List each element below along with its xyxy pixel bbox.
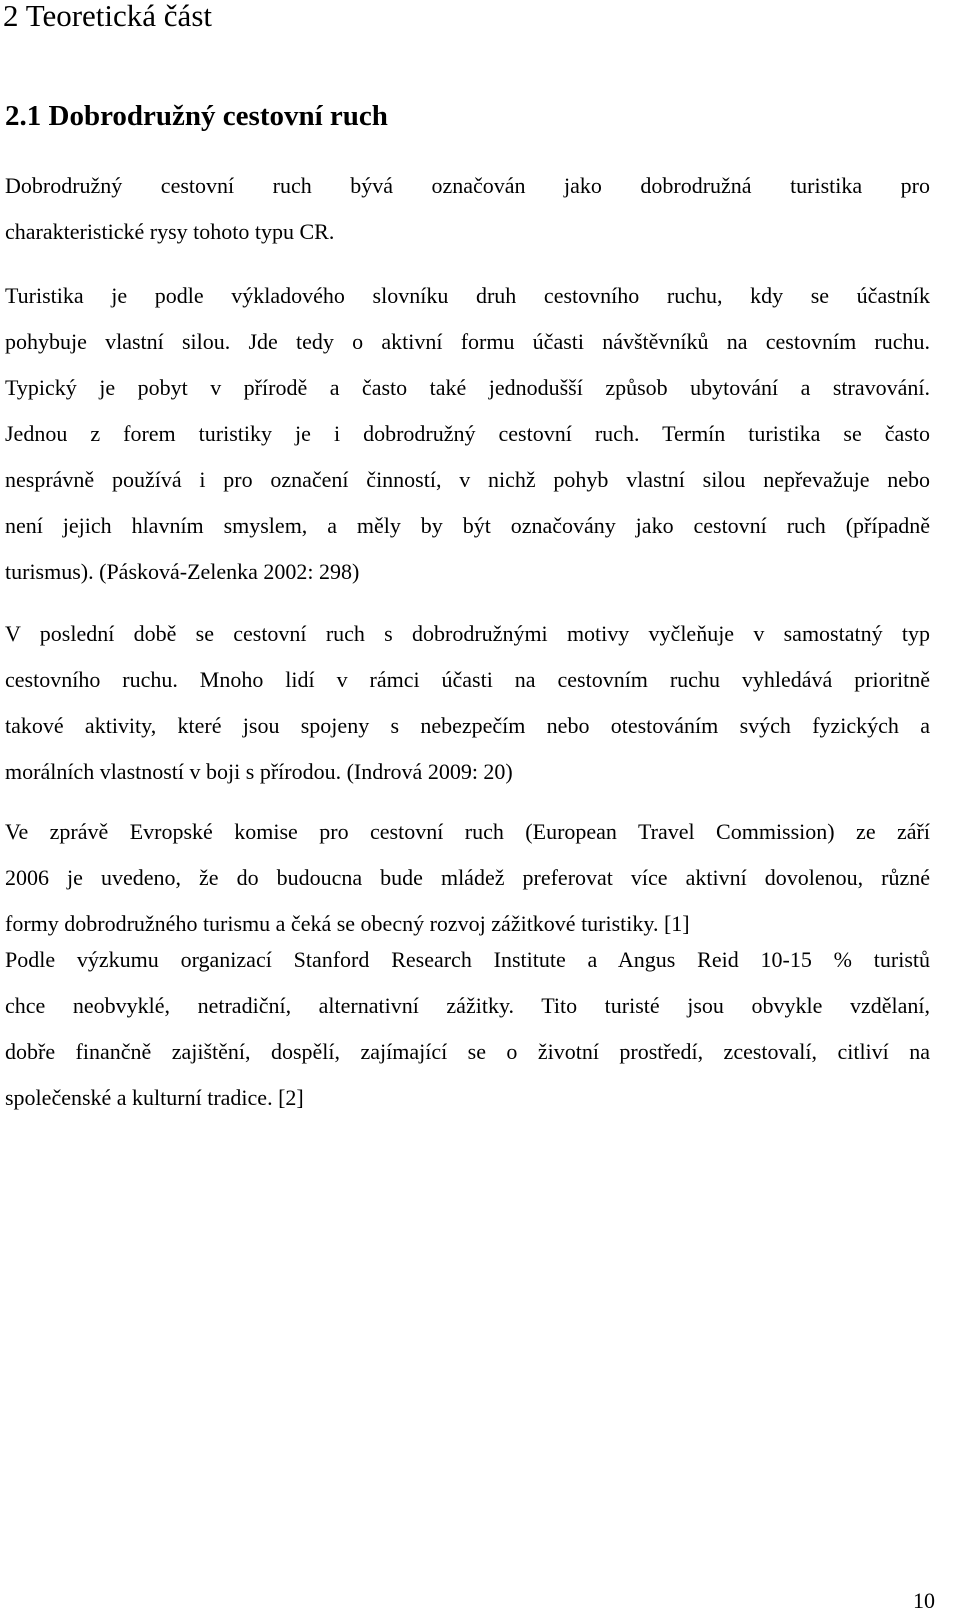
paragraph-line: formy dobrodružného turismu a čeká se obecný rozvoj zážitkové turistiky. [1] <box>5 911 690 936</box>
chapter-heading: 2 Teoretická část <box>3 0 212 33</box>
paragraph-line: Turistika je podle výkladového slovníku druh cestovního ruchu, kdy se účastník <box>5 283 930 308</box>
paragraph-line: dobře finančně zajištění, dospělí, zajímající se o životní prostředí, zcestovalí, citliví na <box>5 1039 930 1064</box>
paragraph-line: Jednou z forem turistiky je i dobrodružný cestovní ruch. Termín turistika se často <box>5 421 930 446</box>
paragraph-line: Podle výzkumu organizací Stanford Research Institute a Angus Reid 10-15 % turistů <box>5 947 930 972</box>
paragraph-line: morálních vlastností v boji s přírodou. (Indrová 2009: 20) <box>5 759 513 784</box>
paragraph-line: není jejich hlavním smyslem, a měly by být označovány jako cestovní ruch (případně <box>5 513 930 538</box>
paragraph-line: charakteristické rysy tohoto typu CR. <box>5 219 335 244</box>
section-heading: 2.1 Dobrodružný cestovní ruch <box>5 100 388 132</box>
paragraph-line: Typický je pobyt v přírodě a často také jednodušší způsob ubytování a stravování. <box>5 375 930 400</box>
paragraph-line: cestovního ruchu. Mnoho lidí v rámci účasti na cestovním ruchu vyhledává prioritně <box>5 667 930 692</box>
paragraph-3 <box>5 611 930 795</box>
paragraph-line: chce neobvyklé, netradiční, alternativní zážitky. Tito turisté jsou obvykle vzdělaní, <box>5 993 930 1018</box>
paragraph-line: 2006 je uvedeno, že do budoucna bude mládež preferovat více aktivní dovolenou, různé <box>5 865 930 890</box>
paragraph-2 <box>5 273 930 595</box>
paragraph-5 <box>5 937 930 1121</box>
paragraph-line: takové aktivity, které jsou spojeny s nebezpečím nebo otestováním svých fyzických a <box>5 713 930 738</box>
paragraph-line: V poslední době se cestovní ruch s dobrodružnými motivy vyčleňuje v samostatný typ <box>5 621 930 646</box>
paragraph-line: společenské a kulturní tradice. [2] <box>5 1085 304 1110</box>
page-number: 10 <box>913 1588 935 1613</box>
paragraph-line: Ve zprávě Evropské komise pro cestovní ruch (European Travel Commission) ze září <box>5 819 930 844</box>
paragraph-4 <box>5 809 930 947</box>
paragraph-line: pohybuje vlastní silou. Jde tedy o aktivní formu účasti návštěvníků na cestovním ruchu. <box>5 329 930 354</box>
paragraph-line: nesprávně používá i pro označení činností, v nichž pohyb vlastní silou nepřevažuje nebo <box>5 467 930 492</box>
paragraph-line: Dobrodružný cestovní ruch bývá označován jako dobrodružná turistika pro <box>5 173 930 198</box>
paragraph-1 <box>5 163 930 255</box>
paragraph-line: turismus). (Pásková-Zelenka 2002: 298) <box>5 559 360 584</box>
